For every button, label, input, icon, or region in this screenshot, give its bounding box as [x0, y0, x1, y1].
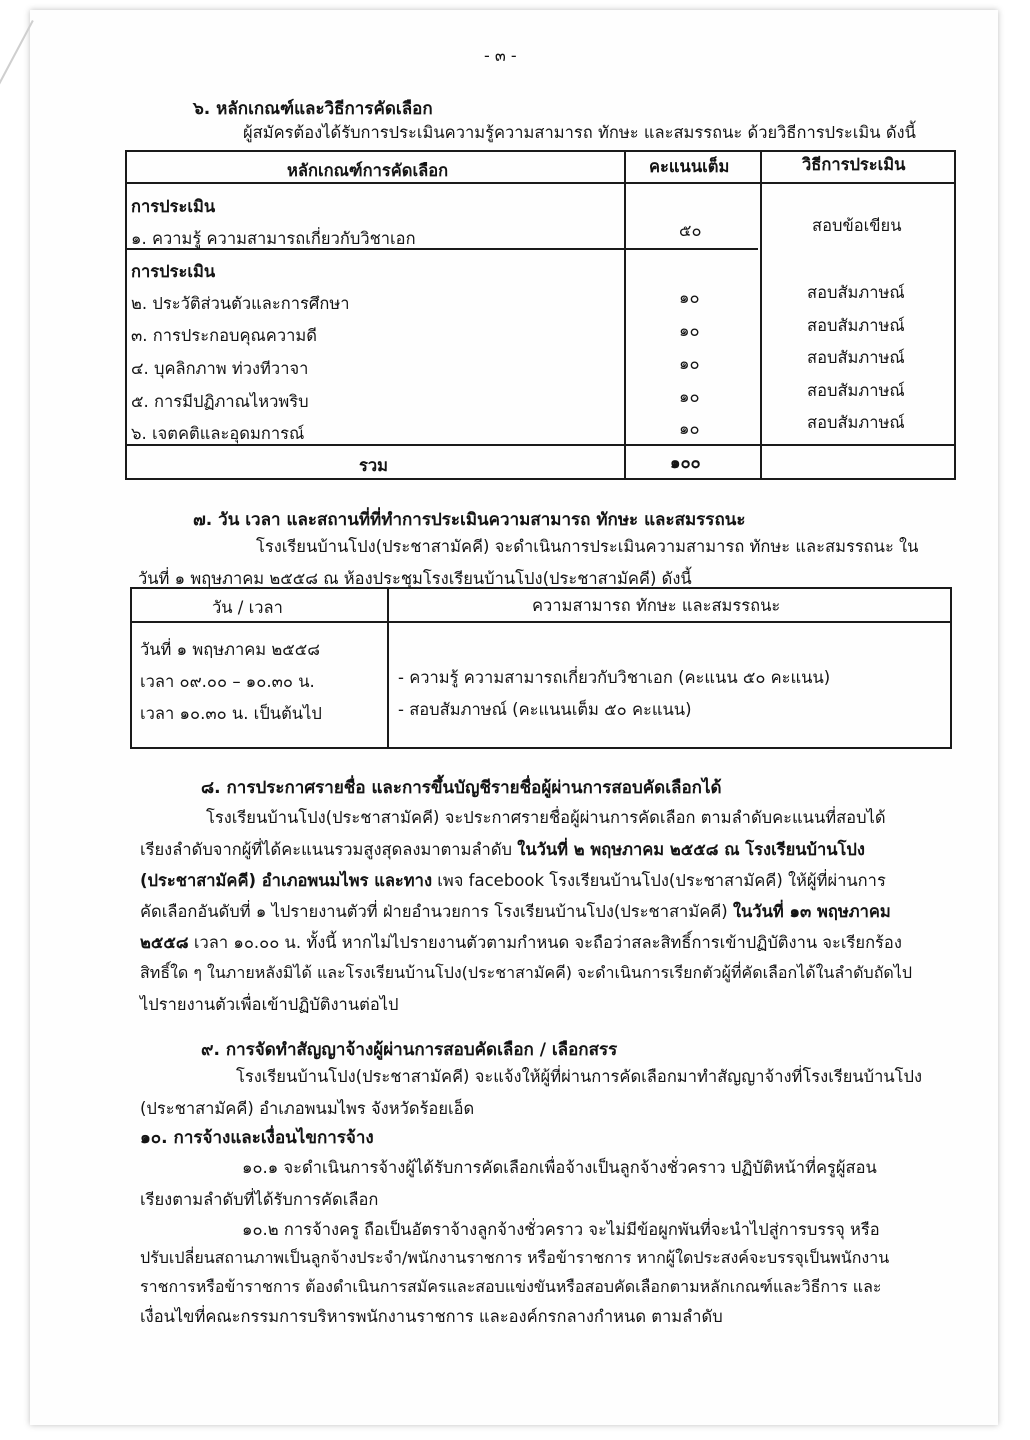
score-cell: ๑๐: [679, 288, 700, 307]
section-8-line: ไปรายงานตัวเพื่อเข้าปฏิบัติงานต่อไป: [140, 995, 399, 1014]
total-label: รวม: [359, 456, 389, 475]
method-cell: สอบสัมภาษณ์: [807, 316, 905, 335]
section-9-line: (ประชาสามัคคี) อำเภอพนมไพร จังหวัดร้อยเอ็ด: [140, 1099, 475, 1118]
method-cell: สอบสัมภาษณ์: [807, 413, 905, 432]
section-8-date-emphasis: ในวันที่ ๑๓ พฤษภาคม: [732, 902, 891, 921]
section-10-heading: ๑๐. การจ้างและเงื่อนไขการจ้าง: [140, 1128, 374, 1148]
schedule-item: - ความรู้ ความสามารถเกี่ยวกับวิชาเอก (คะแนน ๕๐ คะแนน): [398, 668, 831, 687]
method-cell: สอบข้อเขียน: [812, 216, 902, 235]
schedule-time: เวลา ๐๙.๐๐ – ๑๐.๓๐ น.: [140, 672, 315, 691]
section-8-text: เวลา ๑๐.๐๐ น. ทั้งนี้ หากไม่ไปรายงานตัวตามกำหนด จะถือว่าสละสิทธิ์การเข้าปฏิบัติงาน จะเรียกร้อง: [193, 933, 902, 952]
criterion-row: ๓. การประกอบคุณความดี: [131, 326, 317, 345]
section-9-line: โรงเรียนบ้านโปง(ประชาสามัคคี) จะแจ้งให้ผู้ที่ผ่านการคัดเลือกมาทำสัญญาจ้างที่โรงเรียนบ้านโปง: [236, 1067, 923, 1086]
score-cell: ๑๐: [679, 419, 700, 438]
section-8-line: โรงเรียนบ้านโปง(ประชาสามัคคี) จะประกาศรายชื่อผู้ผ่านการคัดเลือก ตามลำดับคะแนนที่สอบได้: [206, 808, 886, 827]
section-8-line: [140, 930, 902, 956]
section-8-text: คัดเลือกอันดับที่ ๑ ไปรายงานตัวที่ ฝ่ายอำนวยการ โรงเรียนบ้านโปง(ประชาสามัคคี): [140, 902, 728, 921]
section-7-heading: ๗. วัน เวลา และสถานที่ที่ทำการประเมินความสามารถ ทักษะ และสมรรถนะ: [193, 510, 746, 530]
criterion-row: ๔. บุคลิกภาพ ท่วงทีวาจา: [131, 359, 309, 378]
section-10-line: เรียงตามลำดับที่ได้รับการคัดเลือก: [140, 1190, 379, 1209]
page-number: - ๓ -: [484, 46, 517, 65]
criterion-row: ๑. ความรู้ ความสามารถเกี่ยวกับวิชาเอก: [131, 229, 416, 248]
section-8-text: เพจ facebook โรงเรียนบ้านโปง(ประชาสามัคคี) ให้ผู้ที่ผ่านการ: [437, 871, 886, 890]
score-cell: ๑๐: [679, 387, 700, 406]
section-8-date-emphasis: ในวันที่ ๒ พฤษภาคม ๒๕๕๘ ณ โรงเรียนบ้านโปง: [517, 840, 865, 859]
section-6-intro: ผู้สมัครต้องได้รับการประเมินความรู้ความสามารถ ทักษะ และสมรรถนะ ด้วยวิธีการประเมิน ดังนี้: [243, 123, 916, 142]
group-label: การประเมิน: [131, 197, 216, 216]
group-label: การประเมิน: [131, 262, 216, 281]
schedule-item: - สอบสัมภาษณ์ (คะแนนเต็ม ๕๐ คะแนน): [398, 700, 692, 719]
header-competency: ความสามารถ ทักษะ และสมรรถนะ: [532, 596, 781, 615]
section-10-line: ๑๐.๑ จะดำเนินการจ้างผู้ได้รับการคัดเลือกเพื่อจ้างเป็นลูกจ้างชั่วคราว ปฏิบัติหน้าที่ครูผู้สอน: [242, 1158, 877, 1177]
criterion-row: ๖. เจตคติและอุดมการณ์: [131, 424, 305, 443]
section-8-line: สิทธิ์ใด ๆ ในภายหลังมิได้ และโรงเรียนบ้านโปง(ประชาสามัคคี) จะดำเนินการเรียกตัวผู้ที่คัดเลือกได้ในลำดับถัดไป: [140, 963, 912, 982]
section-8-location-emphasis: (ประชาสามัคคี) อำเภอพนมไพร และทาง: [140, 871, 432, 890]
section-8-heading: ๘. การประกาศรายชื่อ และการขึ้นบัญชีรายชื่อผู้ผ่านการสอบคัดเลือกได้: [201, 778, 722, 798]
method-cell: สอบสัมภาษณ์: [807, 348, 905, 367]
section-8-line: [140, 837, 865, 863]
criterion-row: ๒. ประวัติส่วนตัวและการศึกษา: [131, 294, 350, 313]
criterion-row: ๕. การมีปฏิภาณไหวพริบ: [131, 392, 309, 411]
method-cell: สอบสัมภาษณ์: [807, 283, 905, 302]
page-fold-line: [0, 20, 34, 100]
score-cell: ๑๐: [679, 321, 700, 340]
section-8-text: เรียงลำดับจากผู้ที่ได้คะแนนรวมสูงสุดลงมาตามลำดับ: [140, 840, 513, 859]
header-criteria: หลักเกณฑ์การคัดเลือก: [287, 161, 449, 180]
section-7-line1: โรงเรียนบ้านโปง(ประชาสามัคคี) จะดำเนินการประเมินความสามารถ ทักษะ และสมรรถนะ ใน: [256, 537, 919, 556]
score-cell: ๕๐: [679, 221, 702, 240]
header-date-time: วัน / เวลา: [212, 598, 283, 617]
method-cell: สอบสัมภาษณ์: [807, 381, 905, 400]
schedule-time: เวลา ๑๐.๓๐ น. เป็นต้นไป: [140, 704, 322, 723]
section-8-year-emphasis: ๒๕๕๘: [140, 933, 189, 952]
section-10-line: ๑๐.๒ การจ้างครู ถือเป็นอัตราจ้างลูกจ้างชั่วคราว จะไม่มีข้อผูกพันที่จะนำไปสู่การบรรจุ หรือ: [242, 1220, 880, 1239]
section-8-line: [140, 899, 891, 925]
section-10-line: ปรับเปลี่ยนสถานภาพเป็นลูกจ้างประจำ/พนักงานราชการ หรือข้าราชการ หากผู้ใดประสงค์จะบรรจุเป็นพนักงาน: [140, 1248, 890, 1267]
header-full-score: คะแนนเต็ม: [649, 157, 730, 176]
section-6-heading: ๖. หลักเกณฑ์และวิธีการคัดเลือก: [193, 99, 433, 119]
section-10-line: ราชการหรือข้าราชการ ต้องดำเนินการสมัครและสอบแข่งขันหรือสอบคัดเลือกตามหลักเกณฑ์และวิธีการ และ: [140, 1277, 882, 1296]
total-score: ๑๐๐: [670, 453, 701, 472]
schedule-date: วันที่ ๑ พฤษภาคม ๒๕๕๘: [140, 640, 321, 659]
section-9-heading: ๙. การจัดทำสัญญาจ้างผู้ผ่านการสอบคัดเลือก / เลือกสรร: [201, 1040, 618, 1060]
section-8-line: [140, 868, 886, 894]
schedule-table: [130, 587, 952, 749]
score-cell: ๑๐: [679, 354, 700, 373]
section-10-line: เงื่อนไขที่คณะกรรมการบริหารพนักงานราชการ และองค์กรกลางกำหนด ตามลำดับ: [140, 1307, 723, 1326]
section-7-line2: วันที่ ๑ พฤษภาคม ๒๕๕๘ ณ ห้องประชุมโรงเรียนบ้านโปง(ประชาสามัคคี) ดังนี้: [138, 569, 692, 588]
criteria-table: [125, 150, 956, 480]
header-method: วิธีการประเมิน: [802, 155, 906, 174]
